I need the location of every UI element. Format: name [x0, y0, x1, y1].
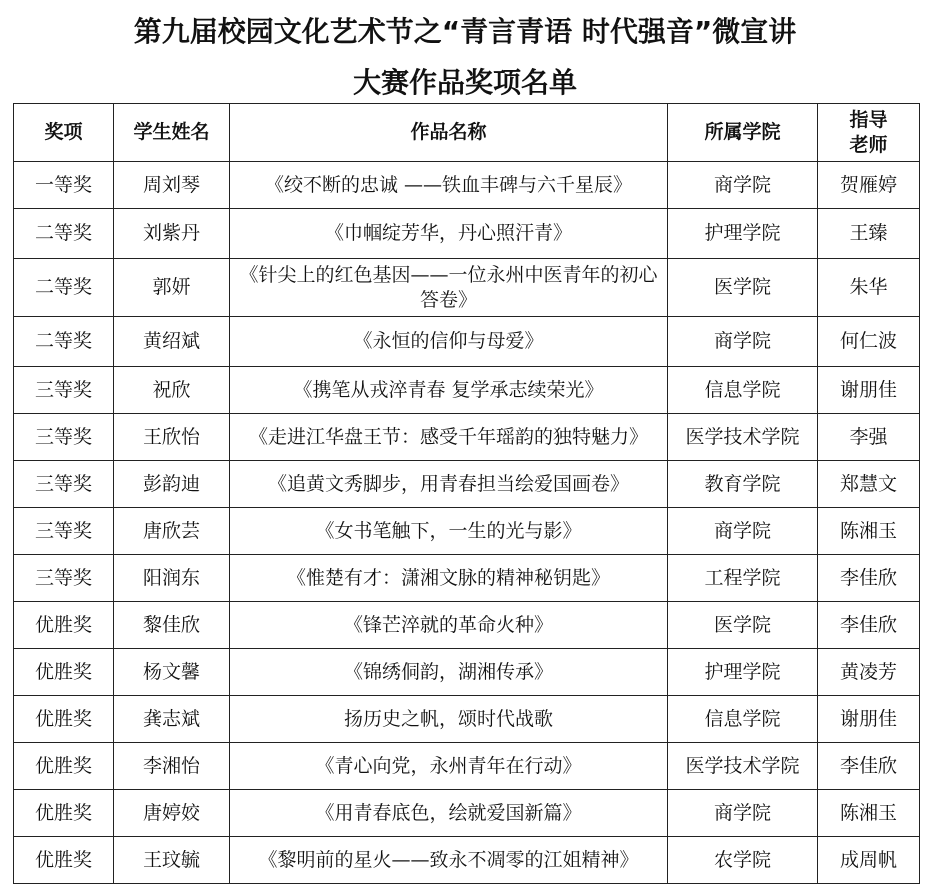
work-title-cell: 《携笔从戎淬青春 复学承志续荣光》	[230, 367, 668, 414]
document-title-line-2: 大赛作品奖项名单	[352, 66, 577, 99]
award-table	[13, 103, 920, 884]
teacher-cell: 李佳欣	[818, 602, 920, 649]
table-row	[14, 743, 920, 790]
student-name-cell: 唐婷姣	[114, 790, 230, 837]
college-cell: 信息学院	[668, 367, 818, 414]
table-row	[14, 259, 920, 317]
award-cell: 三等奖	[14, 461, 114, 508]
college-cell: 医学院	[668, 602, 818, 649]
award-cell: 三等奖	[14, 508, 114, 555]
header-teacher: 指导 老师	[818, 104, 920, 162]
teacher-cell: 谢朋佳	[818, 367, 920, 414]
college-cell: 商学院	[668, 790, 818, 837]
teacher-cell: 李佳欣	[818, 743, 920, 790]
work-title-cell: 扬历史之帆，颂时代战歌	[230, 696, 668, 743]
award-cell: 二等奖	[14, 209, 114, 259]
header-student-name: 学生姓名	[114, 104, 230, 162]
student-name-cell: 唐欣芸	[114, 508, 230, 555]
student-name-cell: 祝欣	[114, 367, 230, 414]
teacher-cell: 陈湘玉	[818, 790, 920, 837]
header-award: 奖项	[14, 104, 114, 162]
award-cell: 优胜奖	[14, 602, 114, 649]
work-title-cell: 《惟楚有才：潇湘文脉的精神秘钥匙》	[230, 555, 668, 602]
teacher-cell: 朱华	[818, 259, 920, 317]
student-name-cell: 阳润东	[114, 555, 230, 602]
student-name-cell: 王欣怡	[114, 414, 230, 461]
student-name-cell: 彭韵迪	[114, 461, 230, 508]
table-row	[14, 696, 920, 743]
college-cell: 商学院	[668, 162, 818, 209]
table-row	[14, 508, 920, 555]
teacher-cell: 谢朋佳	[818, 696, 920, 743]
award-cell: 优胜奖	[14, 837, 114, 884]
table-header-row	[14, 104, 920, 162]
teacher-cell: 何仁波	[818, 317, 920, 367]
award-cell: 优胜奖	[14, 743, 114, 790]
award-cell: 优胜奖	[14, 649, 114, 696]
college-cell: 商学院	[668, 317, 818, 367]
work-title-cell: 《针尖上的红色基因——一位永州中医青年的初心答卷》	[230, 259, 668, 317]
document-title-line-1: 第九届校园文化艺术节之“青言青语 时代强音”微宣讲	[133, 15, 797, 48]
work-title-cell: 《巾帼绽芳华，丹心照汗青》	[230, 209, 668, 259]
student-name-cell: 杨文馨	[114, 649, 230, 696]
work-title-cell: 《走进江华盘王节：感受千年瑶韵的独特魅力》	[230, 414, 668, 461]
table-row	[14, 649, 920, 696]
college-cell: 信息学院	[668, 696, 818, 743]
award-cell: 优胜奖	[14, 696, 114, 743]
table-row	[14, 555, 920, 602]
award-cell: 三等奖	[14, 414, 114, 461]
work-title-cell: 《女书笔触下，一生的光与影》	[230, 508, 668, 555]
teacher-cell: 陈湘玉	[818, 508, 920, 555]
work-title-cell: 《用青春底色，绘就爱国新篇》	[230, 790, 668, 837]
student-name-cell: 郭妍	[114, 259, 230, 317]
award-cell: 三等奖	[14, 367, 114, 414]
header-college: 所属学院	[668, 104, 818, 162]
college-cell: 教育学院	[668, 461, 818, 508]
student-name-cell: 周刘琴	[114, 162, 230, 209]
student-name-cell: 黎佳欣	[114, 602, 230, 649]
college-cell: 医学技术学院	[668, 414, 818, 461]
student-name-cell: 王玟毓	[114, 837, 230, 884]
student-name-cell: 龚志斌	[114, 696, 230, 743]
work-title-cell: 《绞不断的忠诚 ——铁血丰碑与六千星辰》	[230, 162, 668, 209]
college-cell: 商学院	[668, 508, 818, 555]
work-title-cell: 《黎明前的星火——致永不凋零的江姐精神》	[230, 837, 668, 884]
work-title-cell: 《青心向党，永州青年在行动》	[230, 743, 668, 790]
table-row	[14, 367, 920, 414]
award-cell: 优胜奖	[14, 790, 114, 837]
table-row	[14, 461, 920, 508]
student-name-cell: 黄绍斌	[114, 317, 230, 367]
table-row	[14, 209, 920, 259]
table-row	[14, 837, 920, 884]
award-cell: 二等奖	[14, 317, 114, 367]
college-cell: 工程学院	[668, 555, 818, 602]
college-cell: 农学院	[668, 837, 818, 884]
work-title-cell: 《永恒的信仰与母爱》	[230, 317, 668, 367]
student-name-cell: 李湘怡	[114, 743, 230, 790]
college-cell: 医学院	[668, 259, 818, 317]
work-title-cell: 《锋芒淬就的革命火种》	[230, 602, 668, 649]
college-cell: 护理学院	[668, 209, 818, 259]
teacher-cell: 贺雁婷	[818, 162, 920, 209]
teacher-cell: 李强	[818, 414, 920, 461]
work-title-cell: 《锦绣侗韵，湖湘传承》	[230, 649, 668, 696]
table-row	[14, 162, 920, 209]
teacher-cell: 黄凌芳	[818, 649, 920, 696]
teacher-cell: 成周帆	[818, 837, 920, 884]
college-cell: 护理学院	[668, 649, 818, 696]
award-cell: 三等奖	[14, 555, 114, 602]
table-row	[14, 317, 920, 367]
teacher-cell: 王臻	[818, 209, 920, 259]
table-body	[14, 162, 920, 884]
work-title-cell: 《追黄文秀脚步，用青春担当绘爱国画卷》	[230, 461, 668, 508]
teacher-cell: 郑慧文	[818, 461, 920, 508]
student-name-cell: 刘紫丹	[114, 209, 230, 259]
header-work-title: 作品名称	[230, 104, 668, 162]
teacher-cell: 李佳欣	[818, 555, 920, 602]
table-row	[14, 790, 920, 837]
award-cell: 二等奖	[14, 259, 114, 317]
college-cell: 医学技术学院	[668, 743, 818, 790]
award-cell: 一等奖	[14, 162, 114, 209]
table-row	[14, 414, 920, 461]
table-row	[14, 602, 920, 649]
